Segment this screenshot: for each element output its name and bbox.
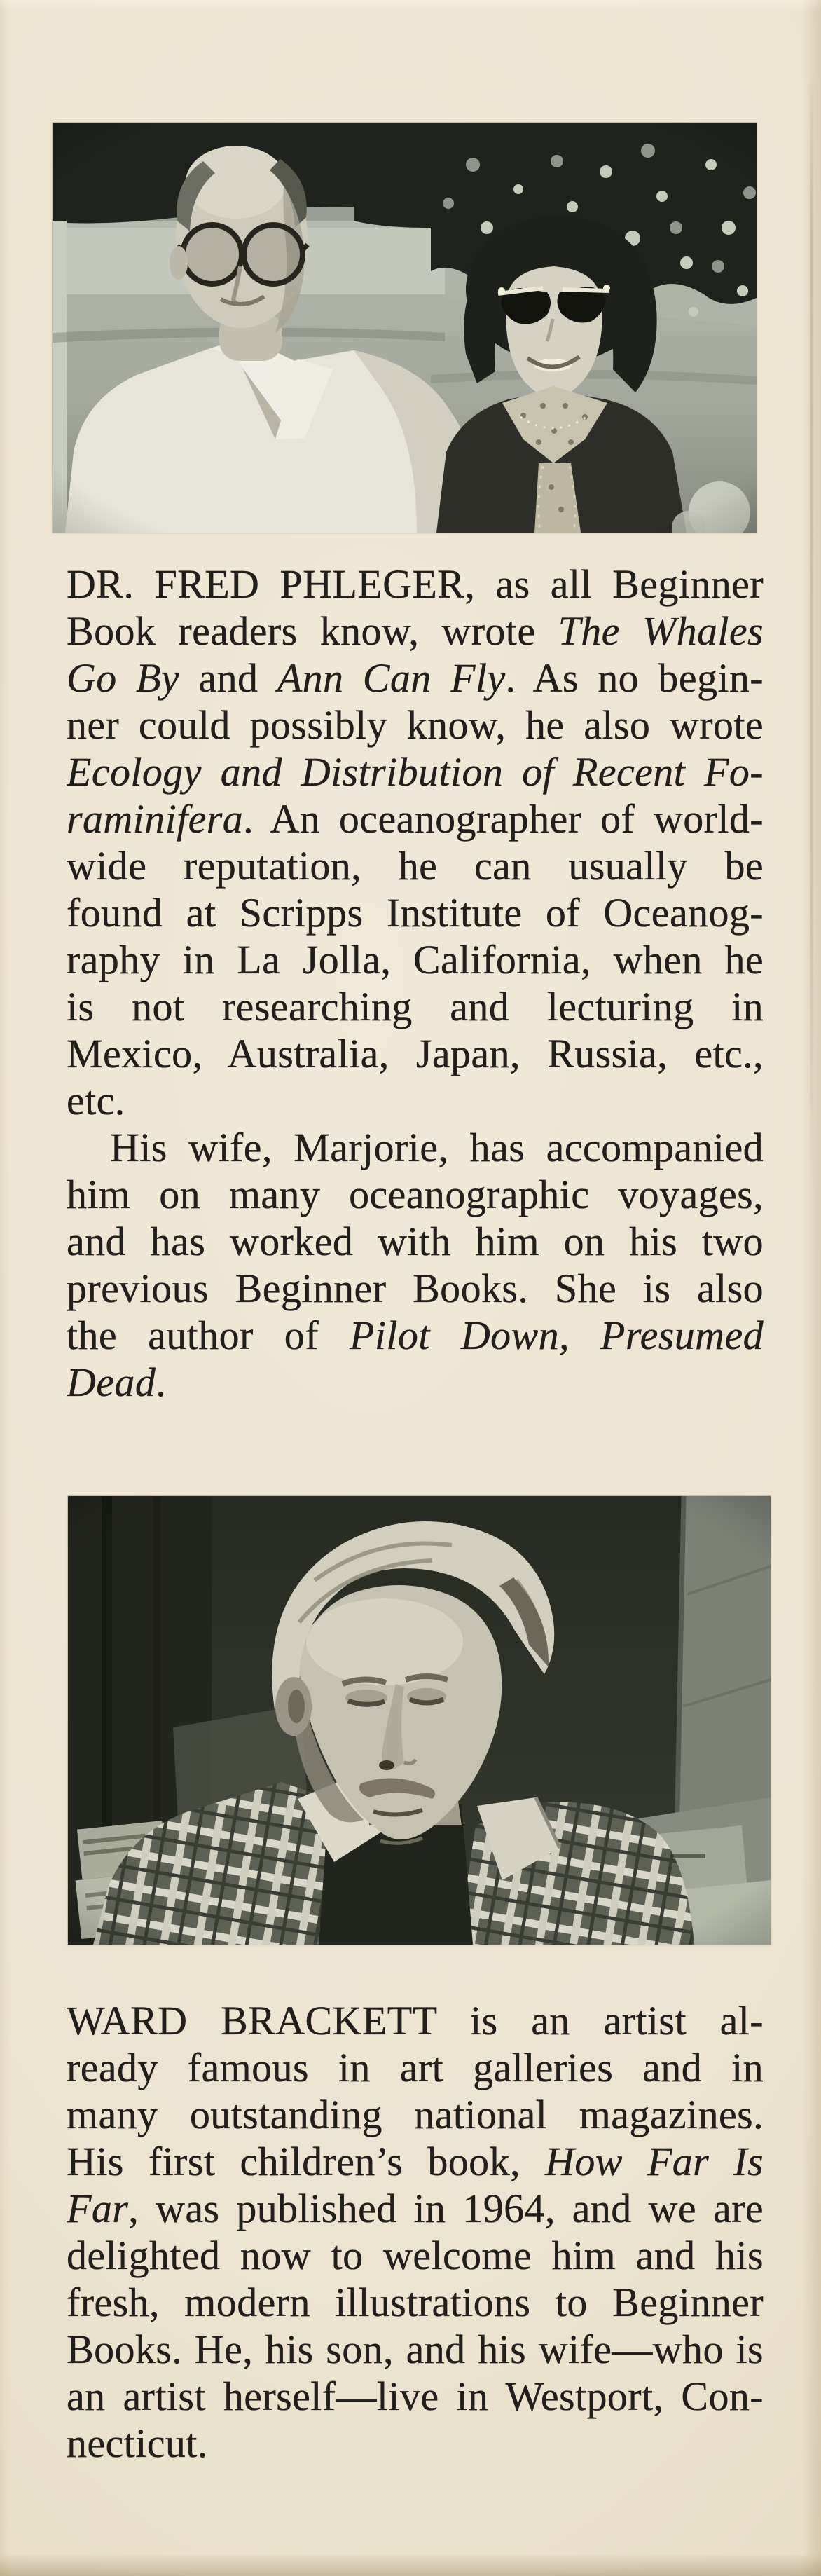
text-line: previous Beginner Books. She is also <box>67 1266 764 1311</box>
text-line: His first children’s book, How Far Is <box>67 2139 764 2184</box>
text-line: WARD BRACKETT is an artist al- <box>67 1998 764 2043</box>
text-line: ready famous in art galleries and in <box>67 2045 764 2090</box>
text-line: DR. FRED PHLEGER, as all Beginner <box>67 561 764 607</box>
text-line: necticut. <box>67 2420 208 2466</box>
about-phleger-text <box>67 561 764 1406</box>
text-line: fresh, modern illustrations to Beginner <box>67 2280 764 2325</box>
text-line: wide reputation, he can usually be <box>67 843 764 889</box>
text-line: and has worked with him on his two <box>67 1219 764 1264</box>
photo-phleger-couple <box>53 123 757 533</box>
text-line: Mexico, Australia, Japan, Russia, etc., <box>67 1031 764 1076</box>
page-edge-top <box>0 0 821 11</box>
text-line: found at Scripps Institute of Oceanog- <box>67 890 764 936</box>
text-line: Go By and Ann Can Fly. As no begin- <box>67 655 764 701</box>
text-line: raminifera. An oceanographer of world- <box>67 796 764 842</box>
text-line: raphy in La Jolla, California, when he <box>67 937 764 982</box>
text-line: an artist herself—live in Westport, Con- <box>67 2373 764 2419</box>
page-edge-bottom <box>0 2554 821 2576</box>
text-line: Dead. <box>67 1359 167 1405</box>
text-line: Far, was published in 1964, and we are <box>67 2186 764 2231</box>
text-line: Books. He, his son, and his wife—who is <box>67 2327 764 2372</box>
photo-brackett-illustration <box>68 1496 771 1945</box>
photo-brackett-portrait <box>68 1496 771 1945</box>
text-line: delighted now to welcome him and his <box>67 2233 764 2278</box>
text-line: His wife, Marjorie, has accompanied <box>110 1125 764 1170</box>
text-line: Book readers know, wrote The Whales <box>67 608 764 654</box>
text-line: many outstanding national magazines. <box>67 2092 764 2137</box>
text-line: him on many oceanographic voyages, <box>67 1172 764 1217</box>
page-edge-left <box>0 0 10 2576</box>
text-line: the author of Pilot Down, Presumed <box>67 1313 764 1358</box>
text-line: Ecology and Distribution of Recent Fo- <box>67 749 764 795</box>
page-edge-right <box>801 0 821 2576</box>
about-brackett-text <box>67 1997 764 2467</box>
text-line: ner could possibly know, he also wrote <box>67 702 764 748</box>
photo-phleger-illustration <box>53 123 757 533</box>
text-line: is not researching and lecturing in <box>67 984 764 1029</box>
text-line: etc. <box>67 1078 125 1123</box>
